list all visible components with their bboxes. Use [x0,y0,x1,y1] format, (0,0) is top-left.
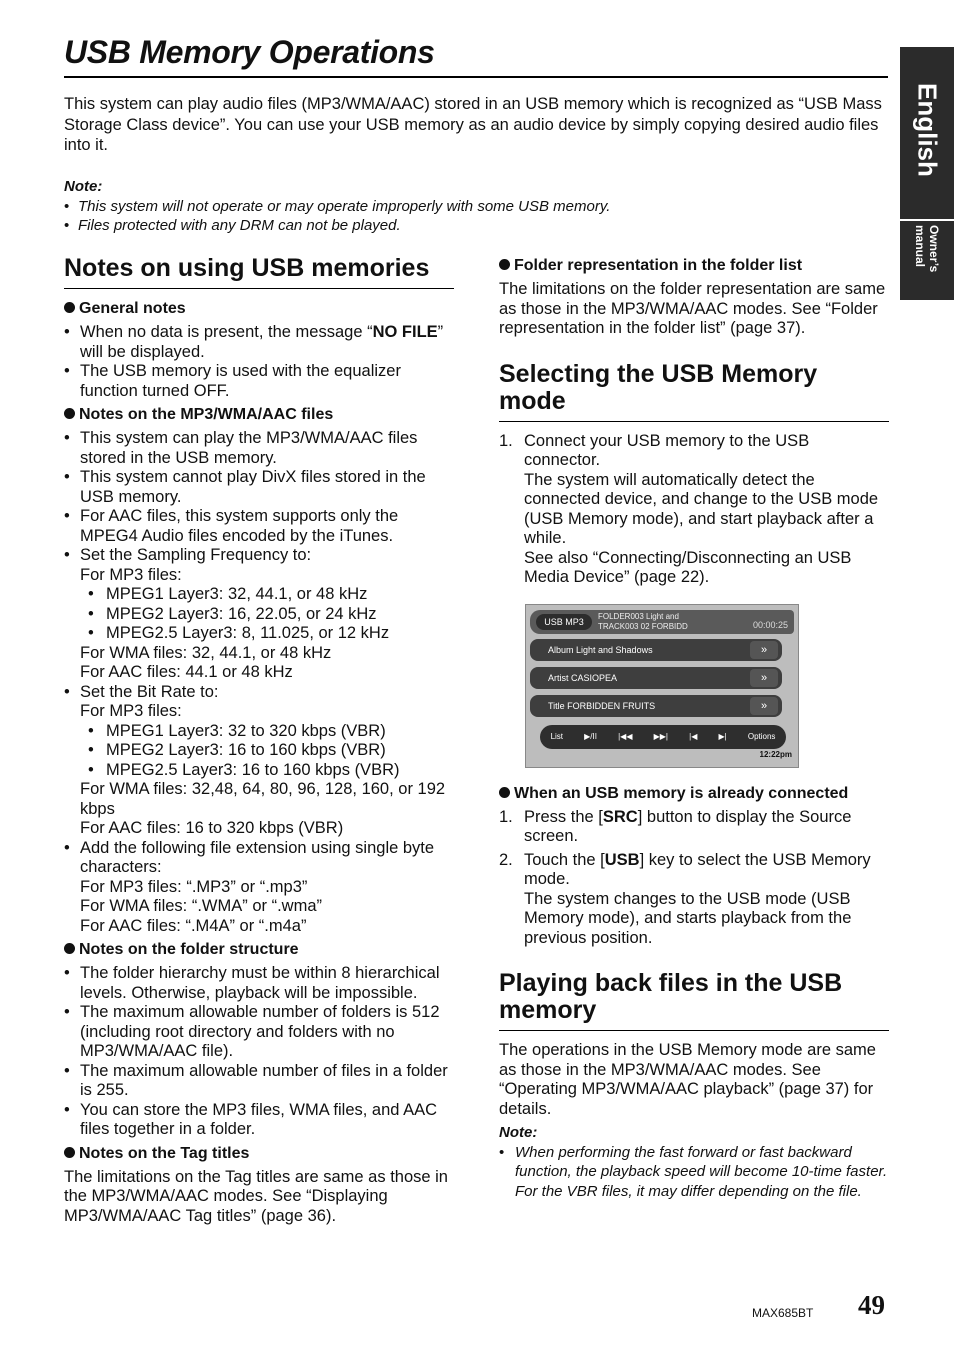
note-label: Note: [64,178,103,195]
sub-list-item: • MPEG2 Layer3: 16 to 160 kbps (VBR) [88,741,386,759]
note-item: • Files protected with any DRM can not be played. [64,217,401,234]
list-text: For MP3 files: “.MP3” or “.mp3” [80,877,308,896]
title-row: Title FORBIDDEN FRUITS » [530,695,782,717]
section-heading-usb-notes: Notes on using USB memories [64,254,430,282]
numbered-step: 1. Press the [SRC] button to display the Source screen. [499,807,852,845]
right-column [499,256,889,1201]
list-item: • This system can play the MP3/WMA/AAC files stored in the USB memory. [64,429,418,467]
section-heading-selecting: Selecting the USB Memory mode [499,359,818,415]
note-label: Note: [499,1124,538,1141]
list-item: • The maximum allowable number of folders is 512 (including root directory and folders with no MP3/WMA/AAC file). [64,1003,440,1060]
language-label: English [912,83,943,177]
sub-list-item: • MPEG2.5 Layer3: 8, 11.025, or 12 kHz [88,624,390,642]
album-row: Album Light and Shadows » [530,639,782,661]
heading-rule [64,288,454,289]
usb-mode-screenshot [525,604,799,768]
screen-control-bar [540,725,786,749]
left-column [64,255,454,1226]
subheading-general-notes: General notes [64,299,454,319]
sub-list-item: • MPEG2 Layer3: 16, 22.05, or 24 kHz [88,604,377,623]
track-prev-icon: |◀◀ [618,731,633,741]
subheading-file-notes: Notes on the MP3/WMA/AAC files [64,405,454,425]
list-text: For MP3 files: [80,702,182,720]
subheading-folder-structure: Notes on the folder structure [64,940,454,960]
language-side-tab [900,47,954,300]
track-next-icon: ▶▶| [653,731,668,741]
intro-paragraph: This system can play audio files (MP3/WMA/AAC) stored in an USB memory which is recognized as “USB Mass Storage Class device”. You can use your USB memory as an audio device by simply copying desired audio files into it. [64,95,882,154]
folder-prev-icon: |◀ [689,731,698,741]
list-item: • Set the Bit Rate to: [64,682,219,701]
list-item: • The USB memory is used with the equalizer function turned OFF. [64,362,401,400]
page-number: 49 [858,1290,885,1320]
source-tab: USB MP3 [536,614,592,630]
list-button: List [550,731,564,741]
intro-note [64,177,890,236]
list-item: • Add the following file extension using single byte characters: [64,838,435,876]
section-heading-playing: Playing back files in the USB memory [499,969,843,1024]
numbered-step: 1. Connect your USB memory to the USB connector. The system will automatically detect the connected device, and change to the USB mode (USB Memory mode), and start playback after a while. See also “Connecting/Disconnecting an USB Media Device” (page 22). [499,431,879,586]
list-item: • You can store the MP3 files, WMA files, and AAC files together in a folder. [64,1100,438,1138]
list-text: For WMA files: “.WMA” or “.wma” [80,897,322,915]
subheading-folder-representation: Folder representation in the folder list [499,256,889,276]
title-rule [64,76,888,78]
side-tab-divider [900,219,954,221]
tag-titles-text: The limitations on the Tag titles are same as those in the MP3/WMA/AAC modes. See “Displaying MP3/WMA/AAC Tag titles” (page 36). [64,1167,448,1225]
sub-list-item: • MPEG1 Layer3: 32 to 320 kbps (VBR) [88,721,386,740]
track-info: FOLDER003 Light and TRACK003 02 FORBIDD [598,611,688,631]
note-item: • When performing the fast forward or fast backward function, the playback speed will become 10-time faster. For the VBR files, it may differ depending on the file. [499,1143,888,1200]
page-title: USB Memory Operations [64,34,435,70]
chevron-right-icon: » [750,641,778,659]
chevron-right-icon: » [750,697,778,715]
heading-rule [499,421,889,422]
playing-text: The operations in the USB Memory mode are same as those in the MP3/WMA/AAC modes. See “Operating MP3/WMA/AAC playback” (page 37) for details. [499,1041,876,1118]
list-item: • This system cannot play DivX files stored in the USB memory. [64,468,426,506]
list-text: For AAC files: 44.1 or 48 kHz [80,663,293,681]
subheading-tag-titles: Notes on the Tag titles [64,1144,454,1164]
artist-row: Artist CASIOPEA » [530,667,782,689]
list-item: • Set the Sampling Frequency to: [64,546,312,564]
screen-header [530,610,794,634]
list-item: • For AAC files, this system supports only the MPEG4 Audio files encoded by the iTunes. [64,507,399,545]
list-text: For AAC files: 16 to 320 kbps (VBR) [80,819,344,837]
list-item: • The maximum allowable number of files in a folder is 255. [64,1061,448,1099]
owners-manual-label: Owner’s manual [913,225,941,273]
list-item: • The folder hierarchy must be within 8 hierarchical levels. Otherwise, playback will be impossible. [64,964,440,1002]
model-number: MAX685BT [752,1306,814,1320]
play-pause-icon: ▶/II [584,731,597,741]
options-button: Options [747,731,776,741]
list-item: • When no data is present, the message “NO FILE” will be displayed. [64,323,444,361]
list-text: For MP3 files: [80,565,182,584]
sub-list-item: • MPEG1 Layer3: 32, 44.1, or 48 kHz [88,585,368,603]
folder-representation-text: The limitations on the folder representation are same as those in the MP3/WMA/AAC modes. See “Folder representation in the folder list” (page 37). [499,280,886,337]
list-text: For AAC files: “.M4A” or “.m4a” [80,916,307,935]
folder-next-icon: ▶| [718,731,727,741]
screen-clock: 12:22pm [759,750,792,759]
list-text: For WMA files: 32,48, 64, 80, 96, 128, 160, or 192 kbps [80,780,446,818]
sub-list-item: • MPEG2.5 Layer3: 16 to 160 kbps (VBR) [88,760,400,779]
note-item: • This system will not operate or may operate improperly with some USB memory. [64,197,611,215]
subheading-already-connected: When an USB memory is already connected [499,784,889,804]
chevron-right-icon: » [750,669,778,687]
list-text: For WMA files: 32, 44.1, or 48 kHz [80,643,332,662]
heading-rule [499,1030,889,1031]
elapsed-time: 00:00:25 [752,619,788,630]
numbered-step: 2. Touch the [USB] key to select the USB Memory mode. The system changes to the USB mode (USB Memory mode), and starts playback from the previous position. [499,850,871,947]
